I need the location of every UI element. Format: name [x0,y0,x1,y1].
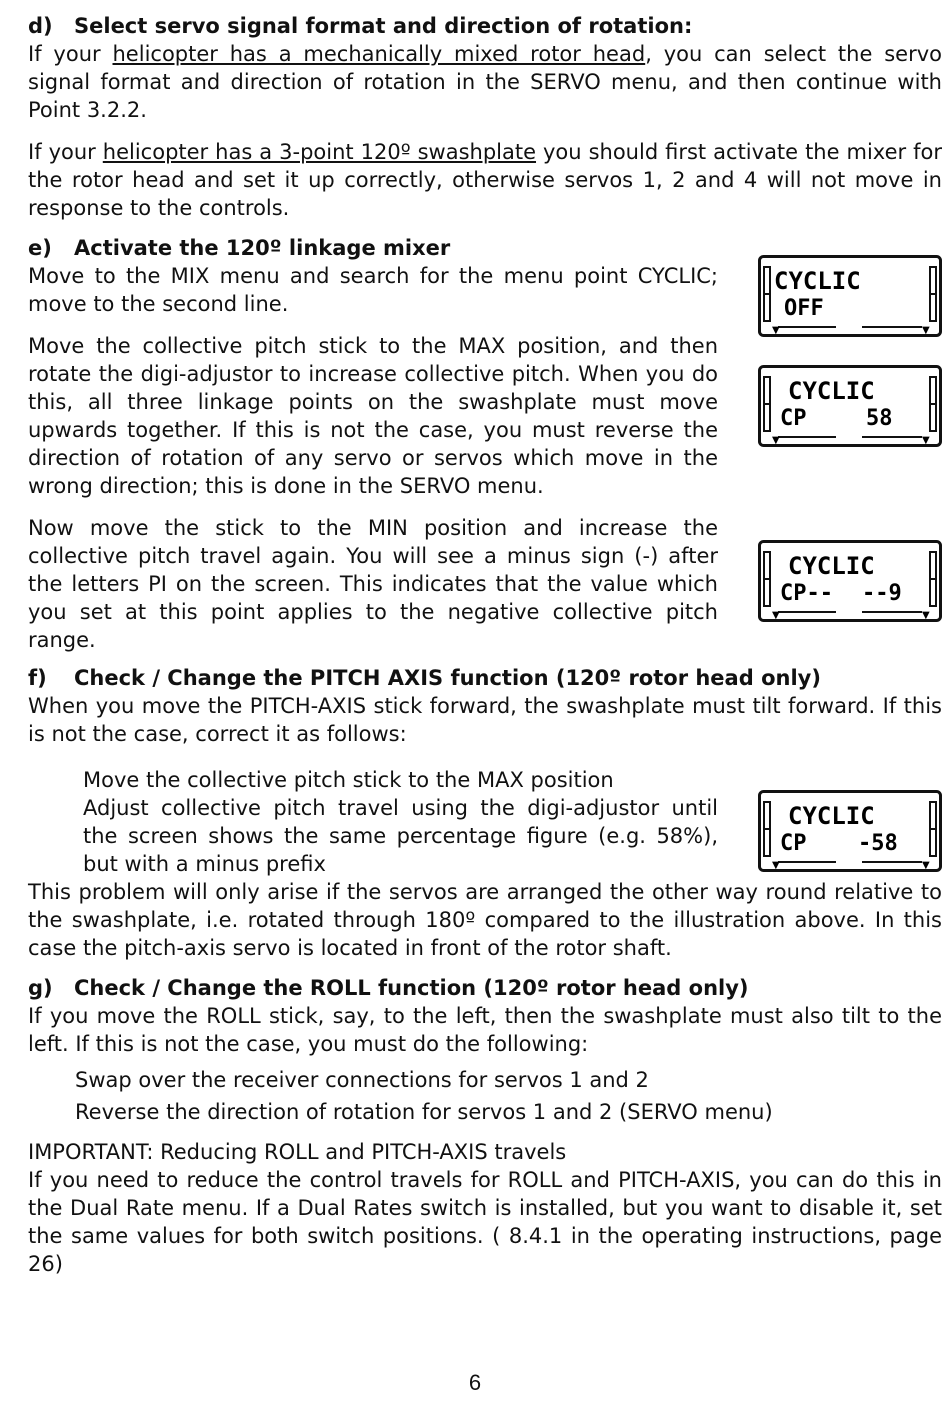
text-span: If your [28,140,103,164]
section-g-heading [28,974,942,1002]
svg-text:▼: ▼ [922,860,930,871]
section-f-heading [28,664,942,692]
text-span: If your [28,42,113,66]
section-e-paragraph-2: Move the collective pitch stick to the MAX position, and then rotate the digi-adjustor to increase collective pitch. When you do this, all three linkage points on the swashplate must move upwards together. If this is not the case, you must reverse the direction of rotation of any servo or servos which move in the wrong direction; this is done in the SERVO menu. [28,334,718,498]
section-g-step-2: Reverse the direction of rotation for servos 1 and 2 (SERVO menu) [75,1100,773,1124]
important-body: If you need to reduce the control travels for ROLL and PITCH-AXIS, you can do this in the Dual Rate menu. If a Dual Rates switch is installed, but you want to disable it, set the same values for both switch positions. ( 8.4.1 in the operating instructions, page 26) [28,1168,942,1276]
lcd-value: 58 [866,406,893,431]
section-d-title: Select servo signal format and direction of rotation: [74,14,693,38]
section-f-step-2: Adjust collective pitch travel using the digi-adjustor until the screen shows the same percentage figure (e.g. 58%), but with a minus prefix [83,796,718,876]
svg-text:▼: ▼ [772,435,780,446]
section-d-paragraph-1 [28,40,942,124]
section-f-title: Check / Change the PITCH AXIS function (120º rotor head only) [74,666,821,690]
section-d-number: d) [28,14,53,38]
lcd-line-1: CYCLIC [774,267,861,295]
underlined-phrase: helicopter has a mechanically mixed rotor head [112,42,646,66]
svg-text:▼: ▼ [772,860,780,871]
lcd-line-2: CP [780,406,807,431]
lcd-line-1: CYCLIC [788,802,875,830]
lcd-line-2: OFF [784,296,824,321]
lcd-screen-graphic [758,255,942,339]
section-g-number: g) [28,976,53,1000]
section-e-paragraph-1: Move to the MIX menu and search for the menu point CYCLIC; move to the second line. [28,264,718,316]
lcd-value: --9 [862,581,902,606]
section-e-title: Activate the 120º linkage mixer [74,236,451,260]
page-number: 6 [468,1370,482,1395]
lcd-screen-graphic [758,365,942,449]
svg-text:▼: ▼ [922,435,930,446]
section-f-paragraph-2: This problem will only arise if the servos are arranged the other way round relative to the swashplate, i.e. rotated through 180º compared to the illustration above. In this case the pitch-axis servo is located in front of the rotor shaft. [28,880,942,960]
lcd-line-1: CYCLIC [788,552,875,580]
manual-page [28,12,942,1278]
lcd-screen-graphic [758,540,942,624]
section-g-step-1: Swap over the receiver connections for servos 1 and 2 [75,1068,649,1092]
section-f-paragraph-1: When you move the PITCH-AXIS stick forward, the swashplate must tilt forward. If this is not the case, correct it as follows: [28,694,942,746]
lcd-screen-graphic [758,790,942,874]
underlined-phrase: helicopter has a 3-point 120º swashplate [102,140,537,164]
lcd-screen-cyclic-cp-58 [758,365,942,449]
section-d-paragraph-2 [28,138,942,222]
section-e-number: e) [28,236,52,260]
section-d-heading [28,12,942,40]
svg-text:▼: ▼ [772,610,780,621]
section-g-title: Check / Change the ROLL function (120º rotor head only) [74,976,749,1000]
section-f-number: f) [28,666,47,690]
text-span: , you can select the servo signal format and direction of rotation in the SERVO menu, and then continue with Point 3.2.2. [28,42,943,122]
svg-text:▼: ▼ [922,610,930,621]
lcd-screen-cyclic-cp-minus-58 [758,790,942,874]
lcd-screen-cyclic-cp-minus-9 [758,540,942,624]
lcd-line-2: CP [780,831,807,856]
svg-text:▼: ▼ [922,325,930,336]
section-f-step-1: Move the collective pitch stick to the MAX position [83,768,614,792]
lcd-line-2: CP-- [780,581,833,606]
lcd-line-1: CYCLIC [788,377,875,405]
text-span: you should first activate the mixer for the rotor head and set it up correctly, otherwise servos 1, 2 and 4 will not move in response to the controls. [28,140,943,220]
important-title: IMPORTANT: Reducing ROLL and PITCH-AXIS travels [28,1140,567,1164]
section-e-paragraph-3: Now move the stick to the MIN position and increase the collective pitch travel again. You will see a minus sign (-) after the letters PI on the screen. This indicates that the value which you set at this point applies to the negative collective pitch range. [28,516,718,652]
section-g-paragraph-1: If you move the ROLL stick, say, to the left, then the swashplate must also tilt to the left. If this is not the case, you must do the following: [28,1004,942,1056]
lcd-value: -58 [858,831,898,856]
svg-text:▼: ▼ [772,325,780,336]
lcd-screen-cyclic-off [758,255,942,339]
